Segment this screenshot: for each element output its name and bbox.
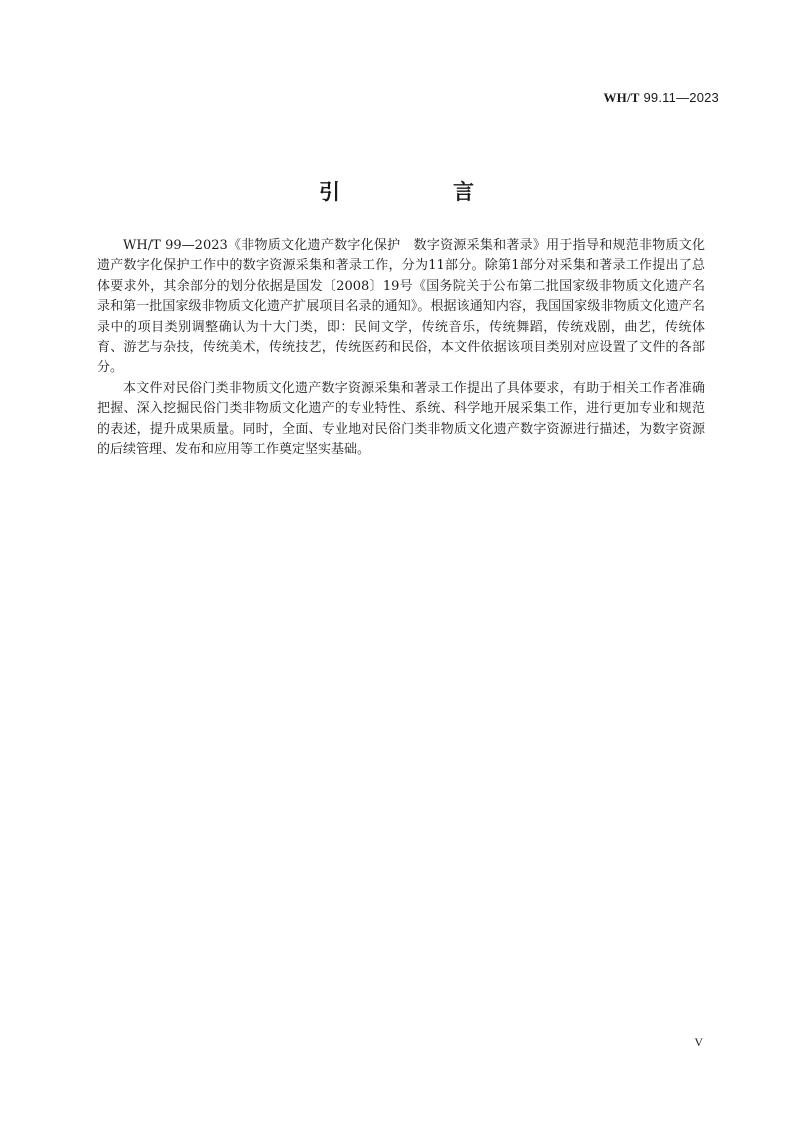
page-number: V xyxy=(694,1035,703,1049)
standard-prefix: WH/T xyxy=(603,90,640,105)
standard-code-header xyxy=(603,90,719,106)
paragraph: WH/T 99—2023《非物质文化遗产数字化保护 数字资源采集和著录》用于指导和规范非物质文化遗产数字化保护工作中的数字资源采集和著录工作，分为11部分。除第1部分对采集和著录工作提出了总体要求外，其余部分的划分依据是国发〔2008〕19号《国务院关于公布第二批国家级非物质文化遗产名录和第一批国家级非物质文化遗产扩展项目名录的通知》。根据该通知内容，我国国家级非物质文化遗产名录中的项目类别调整确认为十大门类，即：民间文学，传统音乐，传统舞蹈，传统戏剧，曲艺，传统体育、游艺与杂技，传统美术，传统技艺，传统医药和民俗，本文件依据该项目类别对应设置了文件的各部分。 xyxy=(97,238,705,376)
paragraph: 本文件对民俗门类非物质文化遗产数字资源采集和著录工作提出了具体要求，有助于相关工作者准确把握、深入挖掘民俗门类非物质文化遗产的专业特性、系统、科学地开展采集工作，进行更加专业和规范的表述，提升成果质量。同时，全面、专业地对民俗门类非物质文化遗产数字资源进行描述，为数字资源的后续管理、发布和应用等工作奠定坚实基础。 xyxy=(97,380,705,458)
introduction-body xyxy=(97,236,705,460)
section-title: 引 言 xyxy=(319,180,520,204)
standard-number: 99.11—2023 xyxy=(643,90,719,105)
